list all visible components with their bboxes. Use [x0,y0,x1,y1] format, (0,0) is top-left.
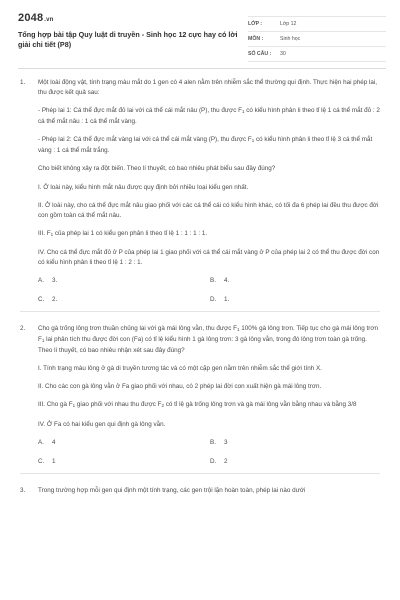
document-title: Tổng hợp bài tập Quy luật di truyền - Sinh học 12 cực hay có lời giải chi tiết (P8) [18,30,238,49]
option-key: A. [38,439,44,447]
header-divider [18,68,386,69]
statement-4: IV. Cho cá thể đực mắt đỏ ở P của phép lai 1 giao phối với cá thể cái mắt vàng ở P của phép lai 2 có thể thu được đời con có kiểu hình phân li theo tỉ lệ 1 : 2 : 1. [38,249,380,267]
subscript: 1 [72,403,76,409]
cross-1 [38,106,380,127]
meta-row-subject [248,32,386,47]
meta-table [248,16,386,62]
meta-key: LỚP : [248,21,263,27]
subscript: 1 [236,326,240,332]
option-c[interactable] [38,295,210,305]
text: Cho gà trống lông trơn thuần chủng lai với gà mái lông vằn, thu được F [38,324,237,332]
option-key: B. [210,439,216,447]
answer-options [38,276,380,305]
option-a[interactable] [38,438,210,448]
text: III. Cho gà F [38,401,73,409]
question-separator [20,311,380,312]
text: giao phối với nhau thu được F [75,401,162,409]
question-2 [20,324,380,474]
option-c[interactable] [38,457,210,467]
text: - Phép lai 1: Cá thể đực mắt đỏ lai với cá thể cái mắt nâu (P), thu được F [38,107,242,115]
meta-value: 30 [280,51,286,57]
logo-text: 2048 [18,12,44,24]
statement-1: I. Ở loài này, kiểu hình mắt nâu được quy định bởi nhiều loại kiểu gen nhất. [38,183,249,191]
meta-value: Sinh học [280,36,301,42]
question-3 [20,486,380,496]
question-stem [38,324,380,355]
question-number: 2. [20,324,26,332]
option-value: 4 [52,439,56,447]
statement-4: IV. Ở Fa có hai kiểu gen qui định gà lông vằn. [38,420,166,428]
answer-options [38,438,380,467]
subscript: 1 [41,337,45,343]
meta-row-class [248,16,386,32]
page-header [18,12,386,56]
statement-2: II. Ở loài này, cho cá thể đực mắt nâu giao phối với các cá thể cái có kiểu hình khác, có tối đa 6 phép lai đều thu được đời con gồm toàn cá thể mắt nâu. [38,201,379,219]
meta-row-count [248,47,386,62]
option-value: 1. [224,296,230,304]
statement-3 [38,400,380,411]
text: 100% gà lông trơn. Tiếp tục cho gà mái lông trơn F [38,324,378,343]
subscript: 1 [251,138,255,144]
option-key: D. [210,296,217,304]
question-separator [20,473,380,474]
site-logo[interactable] [18,12,54,24]
statement-1: I. Tính trạng màu lông ở gà di truyền tương tác và có một cặp gen nằm trên nhiễm sắc thể giới tính X. [38,364,322,372]
option-key: C. [38,457,45,465]
option-value: 2. [52,296,58,304]
statement-2: II. Cho các con gà lông vằn ở Fa giao phối với nhau, có 2 phép lai đời con xuất hiện gà mái lông trơn. [38,383,322,391]
subscript: 1 [241,109,245,115]
text: có tỉ lệ gà trống lông trơn và gà mái lông vằn bằng nhau và bằng 3/8 [164,401,357,409]
option-key: D. [210,457,217,465]
option-d[interactable] [210,457,380,467]
logo-tld: .vn [44,17,54,23]
question-ask: Cho biết không xảy ra đột biến. Theo lí thuyết, có bao nhiêu phát biểu sau đây đúng? [38,165,276,173]
option-d[interactable] [210,295,380,305]
option-value: 2 [224,457,228,465]
option-a[interactable] [38,276,210,286]
meta-value: Lớp 12 [280,21,297,27]
text: có kiểu hình phân li theo tỉ lệ 1 cá thể mắt đỏ : 2 cá thể mắt nâu : 1 cá thể mắt vàng. [38,107,380,125]
text: có kiểu hình phân li theo tỉ lệ 3 cá thể mắt vàng : 1 cá thể mắt trắng. [38,136,373,154]
option-key: A. [38,277,44,285]
option-key: B. [210,277,216,285]
question-number: 1. [20,79,26,86]
meta-key: MÔN : [248,36,264,42]
questions-list [20,78,380,507]
option-b[interactable] [210,438,380,448]
option-value: 1 [52,457,56,465]
option-key: C. [38,296,45,304]
question-1 [20,78,380,312]
statement-3 [38,229,380,240]
subscript: 2 [161,403,165,409]
text: - Phép lai 2: Cá thể đực mắt vàng lai với cá thể cái mắt vàng (P), thu được F [38,136,252,144]
subscript: 1 [50,231,54,237]
option-value: 3 [224,439,228,447]
meta-key: SỐ CÂU : [248,51,272,57]
question-stem: Một loài động vật, tính trạng màu mắt do 1 gen có 4 alen nằm trên nhiễm sắc thể thường qui định. Thực hiện hai phép lai, thu được kết quả sau: [38,79,378,96]
question-number: 3. [20,486,26,494]
cross-2 [38,135,380,156]
option-b[interactable] [210,276,380,286]
option-value: 3. [52,277,58,285]
text: III. F [38,229,51,237]
question-stem: Trong trường hợp mỗi gen qui định một tính trạng, các gen trội lặn hoàn toàn, phép lai nào dưới [38,486,306,494]
text: lai phân tích thu được đời con (Fa) có tỉ lệ kiểu hình 1 gà lông trơn: 3 gà lông vằn, trong đó lông trơn toàn gà trống. Theo lí thuyết, có bao nhiêu nhận xét sau đây đúng? [38,335,367,354]
option-value: 4. [224,277,230,285]
text: của phép lai 1 có kiểu gen phân li theo tỉ lệ 1 : 1 : 1 : 1. [53,229,208,237]
